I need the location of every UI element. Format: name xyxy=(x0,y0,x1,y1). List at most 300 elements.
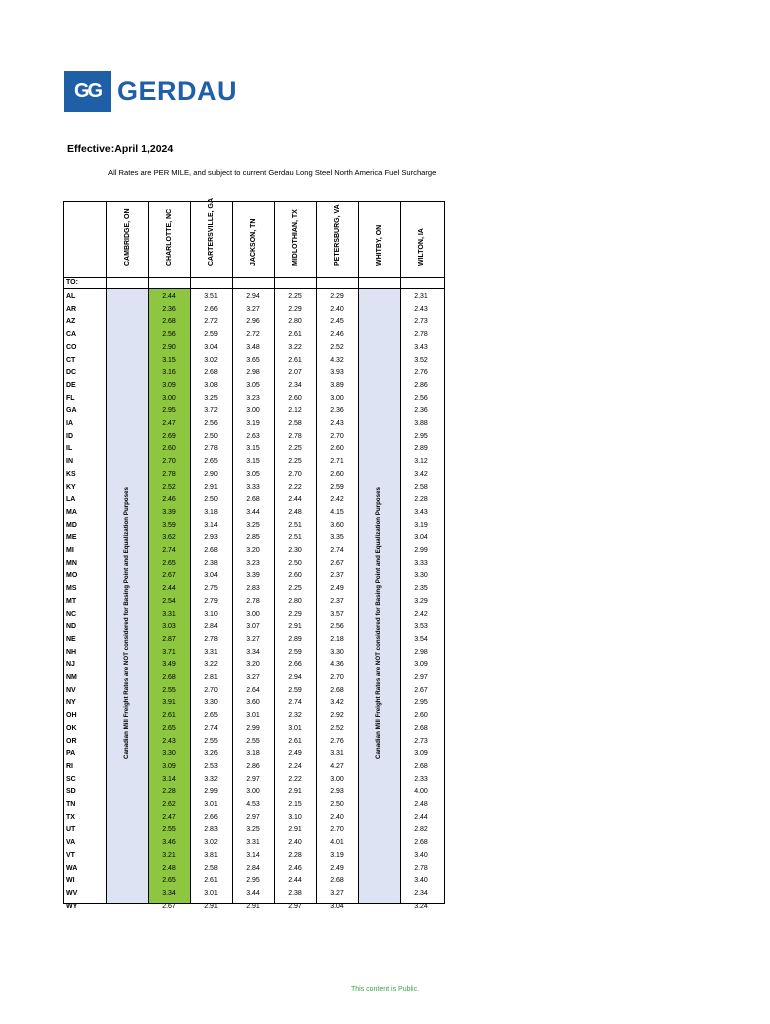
rate-cell-charlotte: 3.30 xyxy=(162,750,176,758)
table-row xyxy=(64,901,444,914)
rate-cell-petersburg: 2.18 xyxy=(330,635,344,643)
rate-cell-jackson: 3.00 xyxy=(246,407,260,415)
rate-cell-cartersville: 2.91 xyxy=(204,483,218,491)
rate-cell-midlothian: 2.32 xyxy=(288,712,302,720)
rate-cell-cartersville: 2.53 xyxy=(204,762,218,770)
column-header xyxy=(106,202,148,277)
rate-cell-midlothian: 2.30 xyxy=(288,547,302,554)
state-code: KS xyxy=(66,470,76,478)
rate-cell-cartersville: 2.78 xyxy=(204,635,218,643)
rate-cell-jackson: 3.34 xyxy=(246,648,260,656)
rate-cell-petersburg: 2.70 xyxy=(330,674,344,681)
state-code: UT xyxy=(66,826,76,834)
rate-cell-cartersville: 2.66 xyxy=(204,305,218,313)
rate-cell-midlothian: 2.91 xyxy=(288,826,302,834)
rate-cell-charlotte: 3.21 xyxy=(162,851,176,859)
rate-cell-wilton: 2.68 xyxy=(414,839,428,847)
rate-cell-midlothian: 2.25 xyxy=(288,445,302,453)
table-row xyxy=(64,329,444,342)
rate-cell-cartersville: 3.01 xyxy=(204,889,218,897)
rate-cell-petersburg: 2.50 xyxy=(330,801,344,808)
rate-cell-wilton: 3.12 xyxy=(414,458,428,466)
rate-cell-jackson: 2.91 xyxy=(246,902,260,910)
rate-cell-charlotte: 2.46 xyxy=(162,496,176,504)
state-code: IN xyxy=(66,458,73,466)
rate-cell-petersburg: 4.01 xyxy=(330,839,344,847)
rate-cell-midlothian: 3.01 xyxy=(288,724,302,732)
rate-cell-cartersville: 2.84 xyxy=(204,623,218,631)
table-row xyxy=(64,647,444,660)
rate-cell-charlotte: 2.62 xyxy=(162,801,176,808)
rate-cell-charlotte: 2.47 xyxy=(162,813,176,821)
column-header xyxy=(190,197,232,277)
rate-cell-wilton: 2.78 xyxy=(414,331,428,339)
state-code: AZ xyxy=(66,318,76,326)
table-header xyxy=(64,197,446,277)
state-code: OR xyxy=(66,737,77,745)
rate-cell-petersburg: 2.52 xyxy=(330,343,344,351)
rate-cell-jackson: 3.19 xyxy=(246,420,260,427)
rate-cell-charlotte: 3.62 xyxy=(162,534,176,542)
rate-cell-wilton: 2.68 xyxy=(414,724,428,732)
rate-cell-charlotte: 3.39 xyxy=(162,508,176,516)
rate-cell-petersburg: 2.45 xyxy=(330,318,344,326)
rate-cell-petersburg: 2.36 xyxy=(330,407,344,415)
rate-cell-wilton: 2.68 xyxy=(414,762,428,770)
rate-cell-cartersville: 3.51 xyxy=(204,293,218,300)
rate-cell-wilton: 3.54 xyxy=(414,635,428,643)
rate-cell-jackson: 3.23 xyxy=(246,394,260,402)
rate-cell-midlothian: 2.58 xyxy=(288,420,302,427)
rate-cell-jackson: 3.01 xyxy=(246,712,260,720)
rate-cell-petersburg: 2.60 xyxy=(330,470,344,478)
column-header-label: PETERSBURG, VA xyxy=(334,204,341,266)
rate-cell-jackson: 2.97 xyxy=(246,775,260,783)
rate-cell-petersburg: 2.60 xyxy=(330,445,344,453)
rate-cell-cartersville: 2.74 xyxy=(204,724,218,732)
table-row xyxy=(64,736,444,749)
rate-cell-wilton: 2.98 xyxy=(414,648,428,656)
rate-cell-midlothian: 2.78 xyxy=(288,432,302,440)
table-row xyxy=(64,570,444,583)
rate-cell-cartersville: 2.83 xyxy=(204,826,218,834)
rate-cell-charlotte: 3.49 xyxy=(162,661,176,669)
effective-date: Effective:April 1,2024 xyxy=(67,143,174,155)
column-header-label: CARTERSVILLE, GA xyxy=(208,197,215,266)
rate-cell-midlothian: 2.61 xyxy=(288,356,302,364)
state-code: MD xyxy=(66,521,77,529)
rate-cell-jackson: 3.18 xyxy=(246,750,260,758)
rate-cell-petersburg: 3.19 xyxy=(330,851,344,859)
state-code: CO xyxy=(66,343,77,351)
rate-cell-petersburg: 2.71 xyxy=(330,458,344,466)
rate-cell-wilton: 2.36 xyxy=(414,407,428,415)
logo-wordmark: GERDAU xyxy=(117,76,238,106)
rate-cell-midlothian: 2.34 xyxy=(288,381,302,389)
column-header xyxy=(316,202,358,277)
rate-cell-midlothian: 3.22 xyxy=(288,343,302,351)
rate-cell-jackson: 3.27 xyxy=(246,305,260,313)
rate-cell-midlothian: 2.59 xyxy=(288,686,302,694)
rate-cell-charlotte: 2.68 xyxy=(162,318,176,326)
rate-cell-cartersville: 3.18 xyxy=(204,508,218,516)
rate-cell-cartersville: 2.79 xyxy=(204,597,218,605)
table-row xyxy=(64,482,444,495)
rate-cell-midlothian: 2.50 xyxy=(288,559,302,567)
rate-cell-charlotte: 3.59 xyxy=(162,521,176,529)
rate-cell-midlothian: 2.60 xyxy=(288,394,302,402)
state-code: NM xyxy=(66,674,77,681)
rate-cell-wilton: 2.97 xyxy=(414,674,428,681)
rate-cell-jackson: 3.00 xyxy=(246,788,260,796)
rate-cell-charlotte: 3.71 xyxy=(162,648,176,656)
rate-cell-cartersville: 3.08 xyxy=(204,381,218,389)
rate-cell-charlotte: 2.44 xyxy=(162,293,176,300)
rate-cell-wilton: 3.43 xyxy=(414,508,428,516)
rate-cell-jackson: 3.25 xyxy=(246,826,260,834)
rate-cell-petersburg: 2.68 xyxy=(330,686,344,694)
rate-cell-petersburg: 2.49 xyxy=(330,585,344,593)
rate-cell-charlotte: 2.67 xyxy=(162,902,176,910)
state-code: VA xyxy=(66,839,76,847)
rate-cell-jackson: 3.14 xyxy=(246,851,260,859)
table-row xyxy=(64,418,444,431)
rate-cell-wilton: 3.24 xyxy=(414,902,428,910)
rate-cell-jackson: 2.84 xyxy=(246,864,260,872)
rate-cell-wilton: 3.33 xyxy=(414,559,428,567)
rate-cell-charlotte: 2.87 xyxy=(162,635,176,643)
rate-cell-charlotte: 2.55 xyxy=(162,686,176,694)
state-code: CA xyxy=(66,331,77,339)
column-header xyxy=(274,202,316,277)
rate-cell-wilton: 2.56 xyxy=(414,394,428,402)
table-row xyxy=(64,304,444,317)
rate-cell-jackson: 2.94 xyxy=(246,293,260,300)
table-row xyxy=(64,431,444,444)
state-code: RI xyxy=(66,762,73,770)
rate-cell-jackson: 2.95 xyxy=(246,877,260,885)
rate-cell-midlothian: 2.60 xyxy=(288,572,302,580)
state-code: OK xyxy=(66,724,77,732)
rate-cell-jackson: 3.48 xyxy=(246,343,260,351)
rate-cell-charlotte: 3.14 xyxy=(162,775,176,783)
rate-cell-cartersville: 3.81 xyxy=(204,851,218,859)
rate-cell-petersburg: 2.76 xyxy=(330,737,344,745)
rate-cell-midlothian: 2.44 xyxy=(288,496,302,504)
table-row xyxy=(64,393,444,406)
table-row xyxy=(64,774,444,787)
rate-cell-wilton: 2.33 xyxy=(414,775,428,783)
state-code: IA xyxy=(66,420,73,427)
rate-cell-midlothian: 2.29 xyxy=(288,610,302,618)
rate-cell-charlotte: 3.09 xyxy=(162,381,176,389)
rate-cell-charlotte: 2.95 xyxy=(162,407,176,415)
table-row xyxy=(64,532,444,545)
rate-cell-wilton: 3.09 xyxy=(414,661,428,669)
rate-cell-wilton: 2.35 xyxy=(414,585,428,593)
rate-cell-jackson: 3.15 xyxy=(246,458,260,466)
table-row xyxy=(64,342,444,355)
rate-cell-cartersville: 2.65 xyxy=(204,458,218,466)
to-row xyxy=(64,277,444,289)
rate-cell-wilton: 2.43 xyxy=(414,305,428,313)
state-code: SD xyxy=(66,788,76,796)
rate-cell-charlotte: 2.55 xyxy=(162,826,176,834)
table-row xyxy=(64,596,444,609)
rate-cell-charlotte: 2.60 xyxy=(162,445,176,453)
rate-cell-midlothian: 2.25 xyxy=(288,585,302,593)
rate-cell-jackson: 2.85 xyxy=(246,534,260,542)
rate-cell-jackson: 2.68 xyxy=(246,496,260,504)
rate-cell-charlotte: 2.65 xyxy=(162,877,176,885)
rate-cell-jackson: 3.05 xyxy=(246,381,260,389)
table-row xyxy=(64,494,444,507)
table-row xyxy=(64,609,444,622)
column-header-label: CHARLOTTE, NC xyxy=(166,208,173,266)
rate-cell-cartersville: 2.99 xyxy=(204,788,218,796)
rate-cell-jackson: 2.97 xyxy=(246,813,260,821)
state-code: NJ xyxy=(66,661,75,669)
rate-cell-jackson: 3.44 xyxy=(246,889,260,897)
rate-cell-wilton: 3.09 xyxy=(414,750,428,758)
rate-cell-jackson: 2.96 xyxy=(246,318,260,326)
rate-cell-cartersville: 2.75 xyxy=(204,585,218,593)
state-code: WY xyxy=(66,902,78,910)
rate-cell-midlothian: 2.61 xyxy=(288,331,302,339)
rate-cell-midlothian: 2.28 xyxy=(288,851,302,859)
rate-cell-cartersville: 2.55 xyxy=(204,737,218,745)
rate-cell-petersburg: 3.27 xyxy=(330,889,344,897)
rate-cell-charlotte: 3.16 xyxy=(162,369,176,377)
rate-cell-charlotte: 3.31 xyxy=(162,610,176,618)
rate-cell-charlotte: 3.03 xyxy=(162,623,176,631)
table-row xyxy=(64,634,444,647)
rate-cell-wilton: 3.30 xyxy=(414,572,428,580)
rate-cell-midlothian: 2.80 xyxy=(288,597,302,605)
table-row xyxy=(64,799,444,812)
public-content-footer: This content is Public. xyxy=(350,986,420,993)
rate-cell-wilton: 3.52 xyxy=(414,356,428,364)
state-code: VT xyxy=(66,851,75,859)
rate-cell-midlothian: 2.22 xyxy=(288,483,302,491)
rate-cell-jackson: 2.63 xyxy=(246,432,260,440)
column-header xyxy=(400,202,442,277)
rate-cell-cartersville: 3.22 xyxy=(204,661,218,669)
state-code: WV xyxy=(66,889,78,897)
rate-cell-jackson: 2.98 xyxy=(246,369,260,377)
rate-cell-charlotte: 3.15 xyxy=(162,356,176,364)
rate-cell-midlothian: 2.29 xyxy=(288,305,302,313)
table-row xyxy=(64,723,444,736)
column-header-label: CAMBRIDGE, ON xyxy=(124,208,131,266)
table-row xyxy=(64,405,444,418)
table-row xyxy=(64,812,444,825)
rate-cell-cartersville: 2.90 xyxy=(204,470,218,478)
rate-cell-petersburg: 2.40 xyxy=(330,813,344,821)
column-header-label: MIDLOTHIAN, TX xyxy=(292,209,299,266)
rate-cell-wilton: 3.42 xyxy=(414,470,428,478)
state-code: NY xyxy=(66,699,76,707)
rate-cell-wilton: 3.40 xyxy=(414,851,428,859)
rate-cell-jackson: 3.20 xyxy=(246,661,260,669)
rate-cell-midlothian: 2.49 xyxy=(288,750,302,758)
rate-cell-jackson: 3.25 xyxy=(246,521,260,529)
rate-cell-charlotte: 2.54 xyxy=(162,597,176,605)
table-row xyxy=(64,380,444,393)
rate-cell-wilton: 2.31 xyxy=(414,293,428,300)
rate-cell-petersburg: 2.52 xyxy=(330,724,344,732)
state-code: MI xyxy=(66,547,74,554)
column-header-label: WHITBY, ON xyxy=(376,224,383,266)
table-row xyxy=(64,863,444,876)
rate-cell-midlothian: 2.91 xyxy=(288,788,302,796)
rate-cell-midlothian: 2.44 xyxy=(288,877,302,885)
rate-cell-cartersville: 3.04 xyxy=(204,572,218,580)
state-code: TN xyxy=(66,801,76,808)
rate-cell-charlotte: 2.65 xyxy=(162,559,176,567)
gerdau-logo-mark xyxy=(64,71,111,112)
rate-cell-jackson: 3.23 xyxy=(246,559,260,567)
rate-cell-petersburg: 2.42 xyxy=(330,496,344,504)
rate-cell-cartersville: 3.02 xyxy=(204,839,218,847)
rate-cell-petersburg: 3.30 xyxy=(330,648,344,656)
table-row xyxy=(64,824,444,837)
rate-cell-wilton: 2.73 xyxy=(414,318,428,326)
rate-cell-charlotte: 3.91 xyxy=(162,699,176,707)
state-code: CT xyxy=(66,356,76,364)
state-code: FL xyxy=(66,394,75,402)
rate-cell-petersburg: 2.43 xyxy=(330,420,344,427)
rate-cell-jackson: 2.99 xyxy=(246,724,260,732)
rate-cell-charlotte: 2.28 xyxy=(162,788,176,796)
rate-cell-midlothian: 2.48 xyxy=(288,508,302,516)
rate-cell-cartersville: 3.72 xyxy=(204,407,218,415)
rate-cell-charlotte: 2.52 xyxy=(162,483,176,491)
rate-cell-jackson: 3.07 xyxy=(246,623,260,631)
rate-cell-midlothian: 3.10 xyxy=(288,813,302,821)
logo-mark-text: GG xyxy=(73,80,102,102)
rate-cell-charlotte: 2.78 xyxy=(162,470,176,478)
rate-cell-wilton: 2.67 xyxy=(414,686,428,694)
rate-cell-midlothian: 2.97 xyxy=(288,902,302,910)
rate-cell-wilton: 2.76 xyxy=(414,369,428,377)
rate-cell-cartersville: 3.14 xyxy=(204,521,218,529)
table-row xyxy=(64,443,444,456)
state-code: ME xyxy=(66,534,77,542)
rate-cell-charlotte: 2.56 xyxy=(162,331,176,339)
table-row xyxy=(64,507,444,520)
rate-cell-midlothian: 2.89 xyxy=(288,635,302,643)
state-code: DE xyxy=(66,381,76,389)
state-code: ND xyxy=(66,623,77,631)
table-row xyxy=(64,545,444,558)
rate-cell-jackson: 3.05 xyxy=(246,470,260,478)
rate-cell-charlotte: 3.34 xyxy=(162,889,176,897)
rate-cell-wilton: 3.43 xyxy=(414,343,428,351)
table-row xyxy=(64,888,444,901)
rate-cell-wilton: 2.28 xyxy=(414,496,428,504)
rate-cell-cartersville: 3.30 xyxy=(204,699,218,707)
state-code: MO xyxy=(66,572,78,580)
rate-cell-petersburg: 3.60 xyxy=(330,521,344,529)
rate-cell-petersburg: 2.70 xyxy=(330,826,344,834)
table-row xyxy=(64,520,444,533)
rate-cell-wilton: 2.34 xyxy=(414,889,428,897)
rate-cell-cartersville: 3.31 xyxy=(204,648,218,656)
state-code: MA xyxy=(66,508,77,516)
rates-note: All Rates are PER MILE, and subject to current Gerdau Long Steel North America Fuel Surcharge xyxy=(108,168,437,177)
state-code: OH xyxy=(66,712,77,720)
rate-cell-midlothian: 2.94 xyxy=(288,674,302,681)
state-code: MT xyxy=(66,597,77,605)
rate-cell-midlothian: 2.70 xyxy=(288,470,302,478)
to-label: TO: xyxy=(66,279,78,286)
rate-cell-petersburg: 2.59 xyxy=(330,483,344,491)
table-row xyxy=(64,456,444,469)
rate-cell-wilton: 2.60 xyxy=(414,712,428,720)
table-row xyxy=(64,469,444,482)
rate-cell-cartersville: 2.93 xyxy=(204,534,218,542)
rate-cell-jackson: 2.86 xyxy=(246,762,260,770)
rate-cell-charlotte: 2.47 xyxy=(162,420,176,427)
table-row xyxy=(64,621,444,634)
rate-cell-midlothian: 2.80 xyxy=(288,318,302,326)
rate-cell-cartersville: 3.01 xyxy=(204,801,218,808)
rate-cell-wilton: 3.40 xyxy=(414,877,428,885)
rate-cell-jackson: 3.44 xyxy=(246,508,260,516)
rate-cell-cartersville: 2.78 xyxy=(204,445,218,453)
rate-cell-petersburg: 3.35 xyxy=(330,534,344,542)
state-code: LA xyxy=(66,496,76,504)
rate-cell-petersburg: 2.74 xyxy=(330,547,344,554)
rate-cell-wilton: 3.04 xyxy=(414,534,428,542)
rate-cell-petersburg: 2.29 xyxy=(330,293,344,300)
rate-cell-petersburg: 2.40 xyxy=(330,305,344,313)
rate-cell-jackson: 4.53 xyxy=(246,801,260,808)
rate-cell-petersburg: 3.89 xyxy=(330,381,344,389)
table-row xyxy=(64,786,444,799)
rate-cell-midlothian: 2.51 xyxy=(288,521,302,529)
rate-cell-petersburg: 4.32 xyxy=(330,356,344,364)
rate-cell-wilton: 2.95 xyxy=(414,699,428,707)
state-code: NE xyxy=(66,635,76,643)
rate-cell-wilton: 2.95 xyxy=(414,432,428,440)
rate-cell-wilton: 2.73 xyxy=(414,737,428,745)
rate-cell-petersburg: 4.15 xyxy=(330,508,344,516)
rate-cell-midlothian: 2.66 xyxy=(288,661,302,669)
rate-cell-charlotte: 2.43 xyxy=(162,737,176,745)
rate-cell-wilton: 2.99 xyxy=(414,547,428,554)
freight-rate-table xyxy=(63,197,445,910)
rate-cell-jackson: 2.72 xyxy=(246,331,260,339)
rate-cell-cartersville: 2.70 xyxy=(204,686,218,694)
canadian-rates-note: Canadian Mill Freight Rates are NOT considered for Basing Point and Equalization Purposes xyxy=(123,487,130,759)
rate-cell-wilton: 2.44 xyxy=(414,813,428,821)
rate-cell-cartersville: 2.66 xyxy=(204,813,218,821)
table-row xyxy=(64,672,444,685)
rate-cell-jackson: 3.31 xyxy=(246,839,260,847)
rate-cell-jackson: 3.33 xyxy=(246,483,260,491)
rate-cell-cartersville: 3.32 xyxy=(204,775,218,783)
rate-cell-midlothian: 2.91 xyxy=(288,623,302,631)
rate-cell-cartersville: 2.50 xyxy=(204,496,218,504)
rate-cell-midlothian: 2.12 xyxy=(288,407,302,415)
rate-cell-cartersville: 3.10 xyxy=(204,610,218,618)
column-header xyxy=(358,202,400,277)
state-code: GA xyxy=(66,407,77,415)
rate-cell-charlotte: 3.46 xyxy=(162,839,176,847)
column-header-label: JACKSON, TN xyxy=(250,218,257,266)
